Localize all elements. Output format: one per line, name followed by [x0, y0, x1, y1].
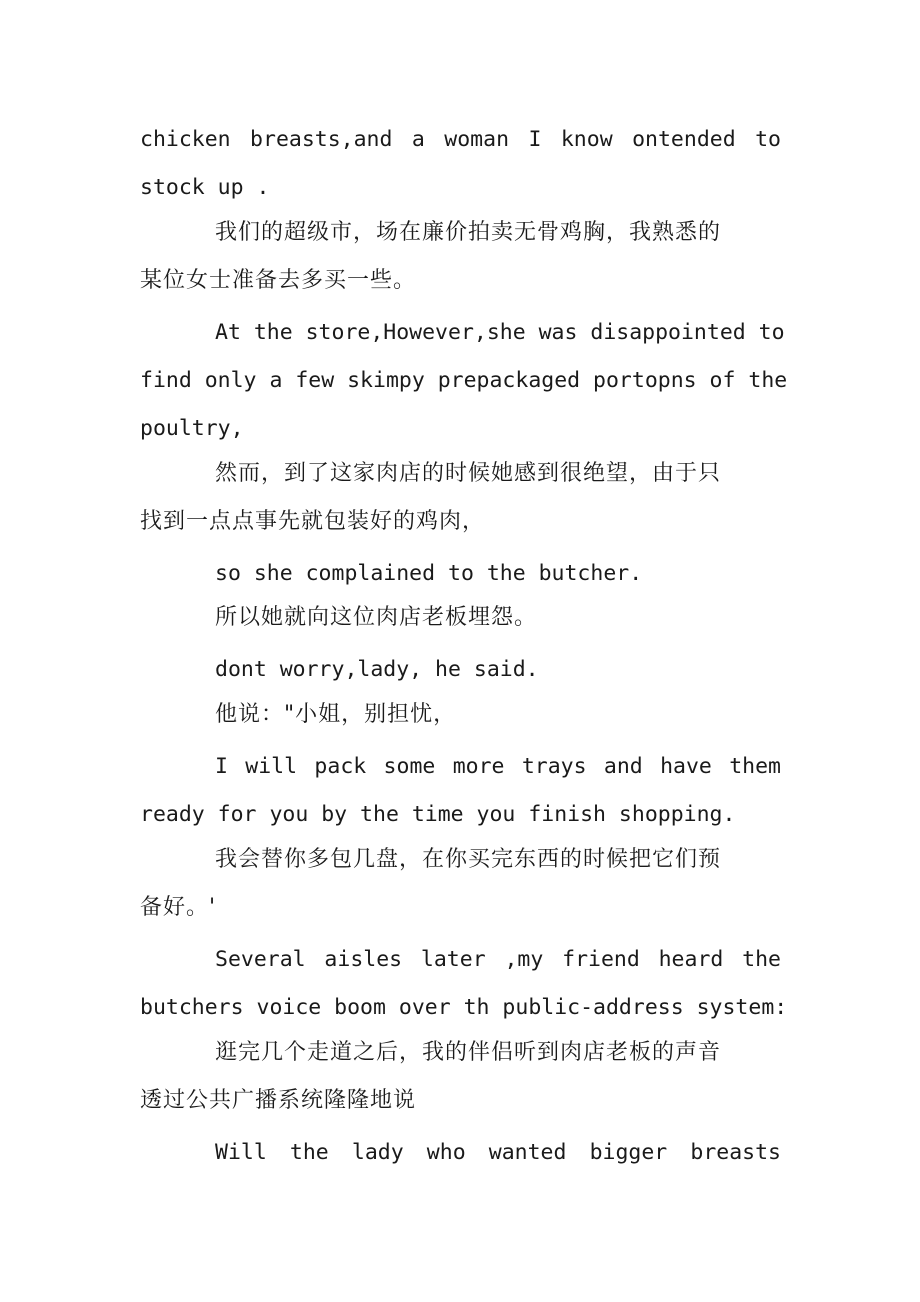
text-line: find only a few skimpy prepackaged portopns of the — [140, 368, 788, 393]
text-line: 备好。' — [140, 895, 217, 920]
text-line: 透过公共广播系统隆隆地说 — [140, 1088, 417, 1113]
text-line: dont worry,lady, he said. — [215, 657, 539, 682]
text-line: stock up . — [140, 175, 270, 200]
text-line: 我们的超级市，场在廉价拍卖无骨鸡胸，我熟悉的 — [215, 220, 722, 245]
text-line: poultry, — [140, 416, 244, 441]
text-line: ready for you by the time you finish shopping. — [140, 802, 736, 827]
text-line: I will pack some more trays and have them — [215, 754, 781, 779]
text-line: 我会替你多包几盘，在你买完东西的时候把它们预 — [215, 847, 722, 872]
text-line: 逛完几个走道之后，我的伴侣听到肉店老板的声音 — [215, 1040, 722, 1065]
text-line: 找到一点点事先就包装好的鸡肉， — [140, 509, 486, 534]
text-line: 他说："小姐，别担忧， — [215, 702, 457, 727]
text-line: 所以她就向这位肉店老板埋怨。 — [215, 605, 538, 630]
text-line: 然而，到了这家肉店的时候她感到很绝望，由于只 — [215, 461, 722, 486]
text-line: At the store,However,she was disappointed to — [215, 320, 785, 345]
text-line: butchers voice boom over th public-address system: — [140, 995, 788, 1020]
text-line: 某位女士准备去多买一些。 — [140, 268, 417, 293]
text-line: Will the lady who wanted bigger breasts — [215, 1140, 781, 1165]
text-line: Several aisles later ,my friend heard the — [215, 947, 781, 972]
text-line: chicken breasts,and a woman I know ontended to — [140, 127, 781, 152]
text-line: so she complained to the butcher. — [215, 561, 643, 586]
